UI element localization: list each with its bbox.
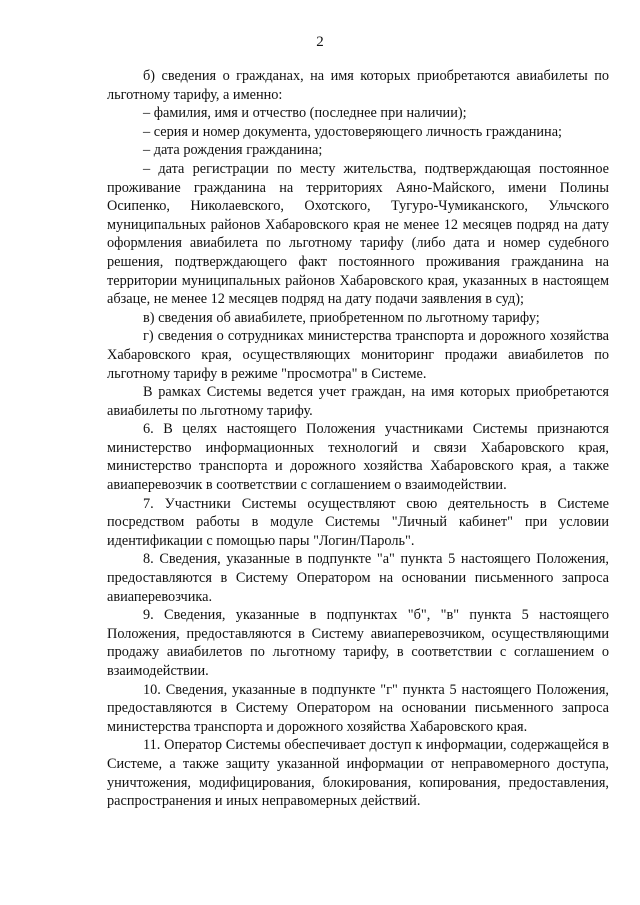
paragraph-11: 11. Оператор Системы обеспечивает доступ к информации, содержащейся в Системе, а также защиту указанной информации от неправомерного доступа, уничтожения, модифицирования, блокирования, копирования, предоставления, распространения и иных неправомерных действий. (107, 737, 609, 810)
document-body (107, 67, 609, 811)
paragraph-10: 10. Сведения, указанные в подпункте "г" пункта 5 настоящего Положения, предоставляются в Систему Оператором на основании письменного запроса министерства транспорта и дорожного хозяйства Хабаровского края. (107, 681, 609, 735)
list-item-registration-date: – дата регистрации по месту жительства, подтверждающая постоянное проживание гражданина на территориях Аяно-Майского, имени Полины Осипенко, Николаевского, Охотского, Тугуро-Чумиканского, Ульчского муниципальных районов Хабаровского края не менее 12 месяцев подряд на дату оформления авиабилета по льготному тарифу (либо дата и номер судебного решения, подтверждающего факт постоянного проживания гражданина на территории муниципальных районов Хабаровского края, указанных в настоящем абзаце, не менее 12 месяцев подряд на дату подачи заявления в суд); (107, 160, 609, 308)
paragraph-accounting: В рамках Системы ведется учет граждан, на имя которых приобретаются авиабилеты по льготному тарифу. (107, 384, 609, 419)
paragraph-7: 7. Участники Системы осуществляют свою деятельность в Системе посредством работы в модуле Системы "Личный кабинет" при условии идентификации с помощью пары "Логин/Пароль". (107, 495, 609, 549)
paragraph-6: 6. В целях настоящего Положения участниками Системы признаются министерство информационных технологий и связи Хабаровского края, министерство транспорта и дорожного хозяйства Хабаровского края, а также авиаперевозчик в соответствии с соглашением о взаимодействии. (107, 421, 609, 494)
list-item-identity-document: – серия и номер документа, удостоверяющего личность гражданина; (143, 123, 563, 140)
page-number: 2 (316, 34, 324, 50)
paragraph-5b: б) сведения о гражданах, на имя которых приобретаются авиабилеты по льготному тарифу, а именно: (107, 68, 609, 103)
list-item-full-name: – фамилия, имя и отчество (последнее при наличии); (143, 105, 467, 122)
paragraph-5v: в) сведения об авиабилете, приобретенном по льготному тарифу; (143, 309, 540, 326)
paragraph-8: 8. Сведения, указанные в подпункте "а" пункта 5 настоящего Положения, предоставляются в Систему Оператором на основании письменного запроса авиаперевозчика. (107, 551, 609, 605)
paragraph-9: 9. Сведения, указанные в подпунктах "б", "в" пункта 5 настоящего Положения, предоставляются в Систему авиаперевозчиком, осуществляющими продажу авиабилетов по льготному тарифу, в соответствии с соглашением о взаимодействии. (107, 607, 609, 679)
list-item-birth-date: – дата рождения гражданина; (143, 142, 323, 159)
paragraph-5g: г) сведения о сотрудниках министерства транспорта и дорожного хозяйства Хабаровского края, осуществляющих мониторинг продажи авиабилетов по льготному тарифу в режиме "просмотра" в Системе. (107, 328, 609, 382)
